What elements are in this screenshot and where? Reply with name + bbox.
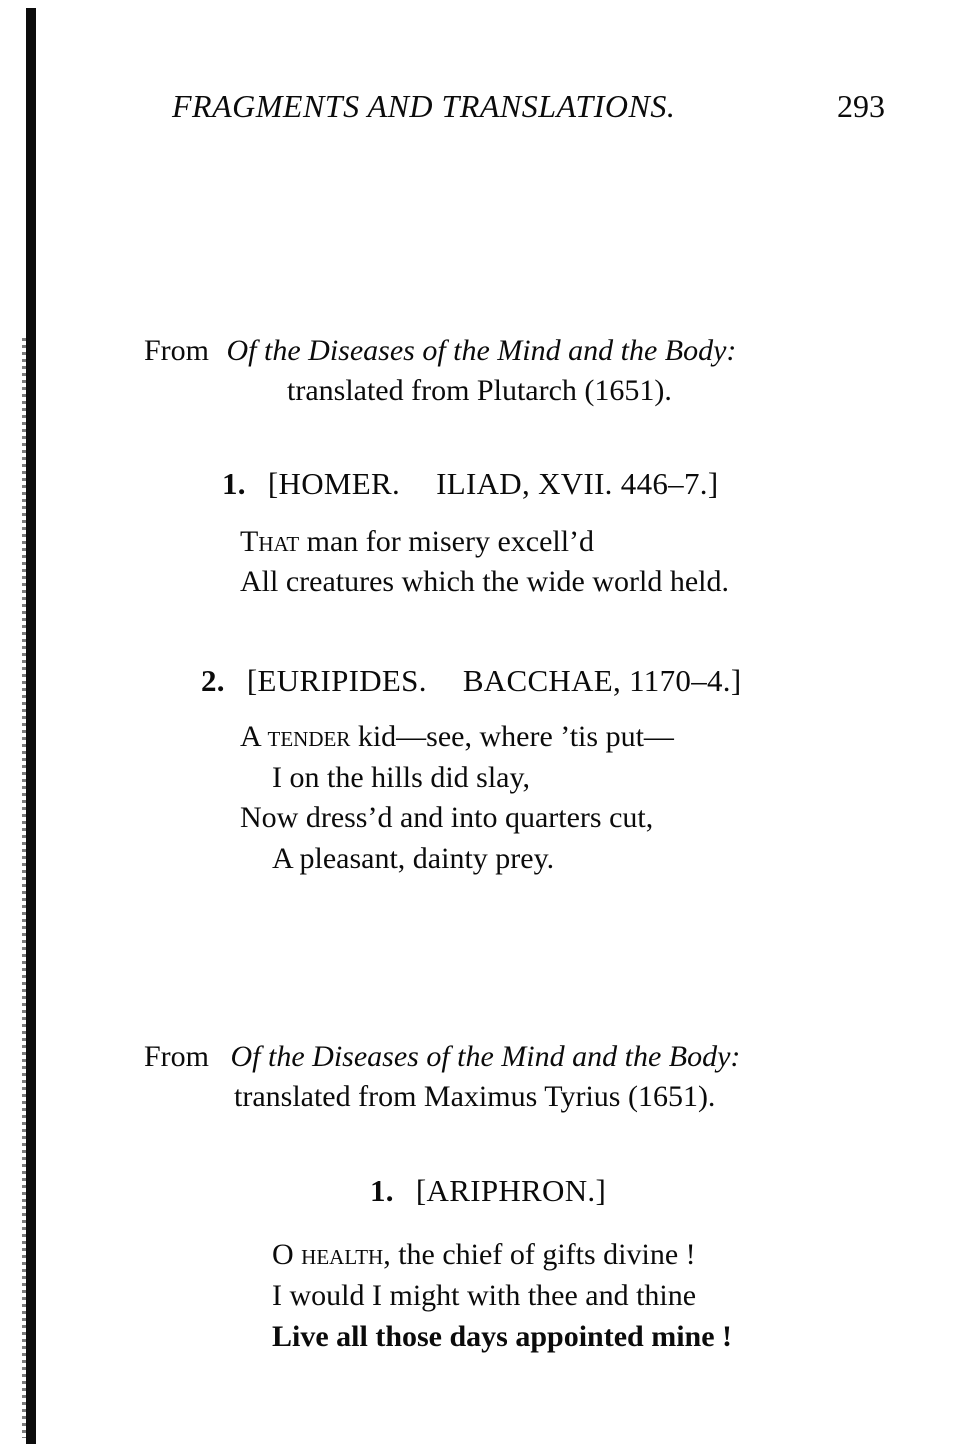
section2-fragment1-line-1	[272, 1237, 696, 1273]
section1-source-from: From	[144, 334, 210, 367]
verse-text: the chief of gifts divine !	[390, 1238, 696, 1271]
section2-fragment1-line-2	[272, 1278, 696, 1314]
binding-edge	[26, 8, 36, 1444]
section2-source-heading	[144, 1039, 740, 1075]
section1-source-title: Of the Diseases of the Mind and the Body:	[226, 334, 737, 367]
section1-fragment2-line-2	[272, 760, 530, 796]
section1-fragment1-number: 1.	[222, 466, 246, 501]
section1-fragment2-reference-b: BACCHAE, 1170–4.]	[462, 663, 742, 698]
verse-lead-word: O health,	[272, 1238, 391, 1271]
verse-text: Now dress’d and into quarters cut,	[240, 801, 654, 834]
page-number: 293	[837, 88, 885, 124]
section2-source-from: From	[144, 1040, 210, 1073]
verse-text: I would I might with thee and thine	[272, 1279, 697, 1312]
section1-fragment1-reference-a: [HOMER.	[267, 466, 401, 501]
section1-fragment1-heading	[222, 465, 718, 503]
section1-fragment2-number: 2.	[201, 663, 225, 698]
verse-text: man for misery excell’d	[299, 525, 595, 558]
verse-lead-word: That	[240, 525, 300, 558]
verse-text: I on the hills did slay,	[272, 761, 531, 794]
section1-source-heading	[144, 333, 736, 369]
verse-text: All creatures which the wide world held.	[240, 565, 730, 598]
section2-source-title: Of the Diseases of the Mind and the Body:	[230, 1040, 741, 1073]
section1-fragment2-reference-a: [EURIPIDES.	[246, 663, 427, 698]
running-head-title: FRAGMENTS AND TRANSLATIONS.	[172, 88, 676, 124]
section2-fragment1-reference-a: [ARIPHRON.]	[415, 1173, 607, 1208]
section2-source-translated: translated from Maximus Tyrius (1651).	[234, 1080, 716, 1113]
section1-fragment1-line-2	[240, 564, 729, 600]
section1-fragment1-reference-b: ILIAD, XVII. 446–7.]	[436, 466, 719, 501]
verse-lead-word: A tender	[240, 720, 351, 753]
section1-fragment2-line-1	[240, 719, 674, 755]
verse-text: Live all those days appointed mine !	[272, 1320, 733, 1353]
section2-fragment1-number: 1.	[370, 1173, 394, 1208]
verse-text: kid—see, where ’tis put—	[350, 720, 674, 753]
section1-fragment1-line-1	[240, 524, 594, 560]
section2-fragment1-line-3	[272, 1319, 732, 1355]
section2-fragment1-heading	[370, 1172, 606, 1210]
verse-text: A pleasant, dainty prey.	[272, 842, 555, 875]
section1-fragment2-line-3	[240, 800, 653, 836]
section1-fragment2-line-4	[272, 841, 554, 877]
section1-source-translated: translated from Plutarch (1651).	[287, 374, 672, 407]
section1-fragment2-heading	[201, 662, 741, 700]
running-head	[172, 86, 892, 126]
